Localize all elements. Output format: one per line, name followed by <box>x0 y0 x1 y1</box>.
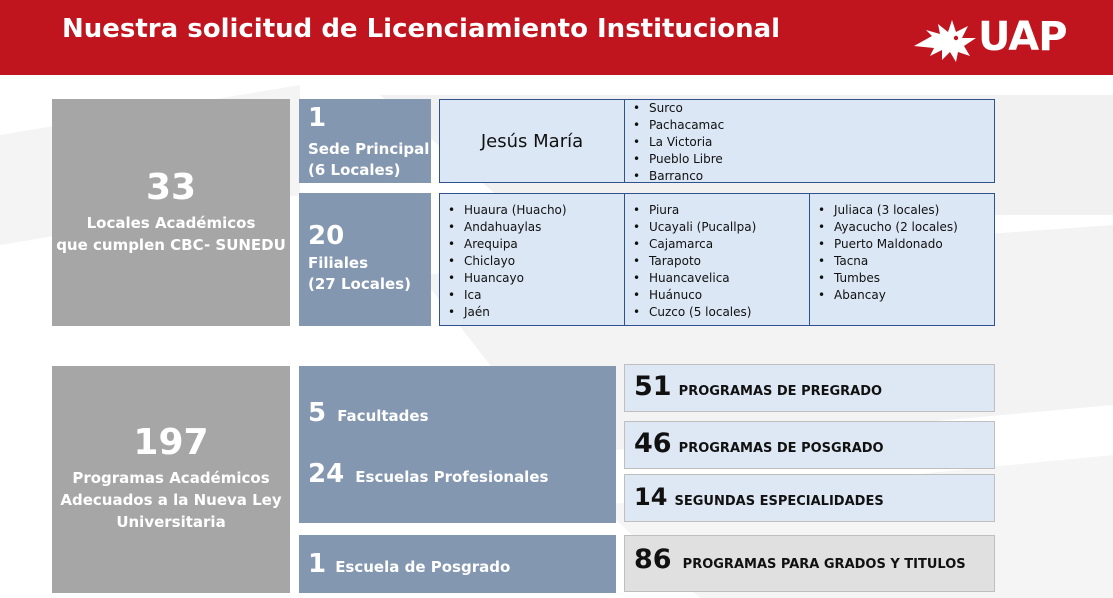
filiales-label-line1: Filiales <box>308 254 369 272</box>
list-item: • Surco <box>625 100 994 117</box>
page-title: Nuestra solicitud de Licenciamiento Institucional <box>62 14 781 44</box>
list-item: • Pueblo Libre <box>625 151 994 168</box>
escuelas-row <box>308 459 548 489</box>
program-label: PROGRAMAS PARA GRADOS Y TITULOS <box>682 557 966 572</box>
locales-total-panel <box>52 99 290 326</box>
list-item: • Huancavelica <box>625 270 809 287</box>
filiales-col3-box <box>809 193 995 326</box>
list-item: • Pachacamac <box>625 117 994 134</box>
program-number: 86 <box>634 544 672 575</box>
program-number: 14 <box>634 483 668 511</box>
list-item: • Jaén <box>440 304 624 321</box>
escuelas-number: 24 <box>308 459 345 489</box>
program-number: 46 <box>634 428 672 459</box>
programas-total-label-line3: Universitaria <box>116 513 226 531</box>
filiales-panel <box>299 193 431 326</box>
sede-sub-locations-list <box>625 100 994 185</box>
filiales-label-line2: (27 Locales) <box>308 275 411 293</box>
program-item-posgrado <box>624 421 995 469</box>
list-item: • Ucayali (Pucallpa) <box>625 219 809 236</box>
list-item: • La Victoria <box>625 134 994 151</box>
locales-total-label-line1: Locales Académicos <box>86 214 256 232</box>
program-item-grados-titulos <box>624 535 995 592</box>
programas-total-label-line2: Adecuados a la Nueva Ley <box>60 491 282 509</box>
list-item: • Tumbes <box>810 270 994 287</box>
list-item: • Cajamarca <box>625 236 809 253</box>
list-item: • Tarapoto <box>625 253 809 270</box>
sede-principal-panel <box>299 99 431 183</box>
sede-label-line2: (6 Locales) <box>308 161 401 179</box>
locales-total-number: 33 <box>145 167 197 208</box>
list-item: • Arequipa <box>440 236 624 253</box>
facultades-label: Facultades <box>337 407 429 425</box>
list-item: • Huánuco <box>625 287 809 304</box>
list-item: • Huancayo <box>440 270 624 287</box>
sede-main-location-box <box>439 99 625 183</box>
program-label: PROGRAMAS DE PREGRADO <box>678 384 883 399</box>
posgrado-label: Escuela de Posgrado <box>335 558 511 576</box>
filiales-col3-list <box>810 202 994 304</box>
facultades-number: 5 <box>308 398 327 428</box>
locales-total-label-line2: que cumplen CBC- SUNEDU <box>56 236 286 254</box>
list-item: • Juliaca (3 locales) <box>810 202 994 219</box>
sede-number: 1 <box>308 103 327 133</box>
list-item: • Barranco <box>625 168 994 185</box>
programas-total-number: 197 <box>133 422 209 463</box>
list-item: • Chiclayo <box>440 253 624 270</box>
logo-text: UAP <box>978 14 1067 60</box>
filiales-number: 20 <box>308 221 345 251</box>
list-item: • Andahuaylas <box>440 219 624 236</box>
posgrado-row <box>308 549 510 579</box>
program-label: PROGRAMAS DE POSGRADO <box>678 441 884 456</box>
list-item: • Piura <box>625 202 809 219</box>
filiales-col2-box <box>624 193 810 326</box>
header-bar <box>0 0 1113 75</box>
list-item: • Abancay <box>810 287 994 304</box>
program-item-especialidades <box>624 474 995 522</box>
filiales-col1-box <box>439 193 625 326</box>
facultades-row <box>308 398 429 428</box>
sede-sub-locations-box <box>624 99 995 183</box>
list-item: • Huaura (Huacho) <box>440 202 624 219</box>
list-item: • Puerto Maldonado <box>810 236 994 253</box>
filiales-col1-list <box>440 202 624 321</box>
list-item: • Tacna <box>810 253 994 270</box>
program-number: 51 <box>634 371 672 402</box>
programas-total-label-line1: Programas Académicos <box>72 469 270 487</box>
uap-logo <box>912 16 1084 66</box>
sede-label-line1: Sede Principal <box>308 140 430 158</box>
program-label: SEGUNDAS ESPECIALIDADES <box>674 494 884 509</box>
list-item: • Ayacucho (2 locales) <box>810 219 994 236</box>
program-item-pregrado <box>624 364 995 412</box>
posgrado-number: 1 <box>308 549 327 579</box>
eagle-logo-icon <box>912 16 982 66</box>
list-item: • Cuzco (5 locales) <box>625 304 809 321</box>
programas-total-panel <box>52 366 290 593</box>
posgrado-panel <box>299 535 616 593</box>
facultades-escuelas-panel <box>299 366 616 523</box>
filiales-col2-list <box>625 202 809 321</box>
sede-main-location: Jesús María <box>480 130 584 152</box>
list-item: • Ica <box>440 287 624 304</box>
escuelas-label: Escuelas Profesionales <box>355 468 549 486</box>
